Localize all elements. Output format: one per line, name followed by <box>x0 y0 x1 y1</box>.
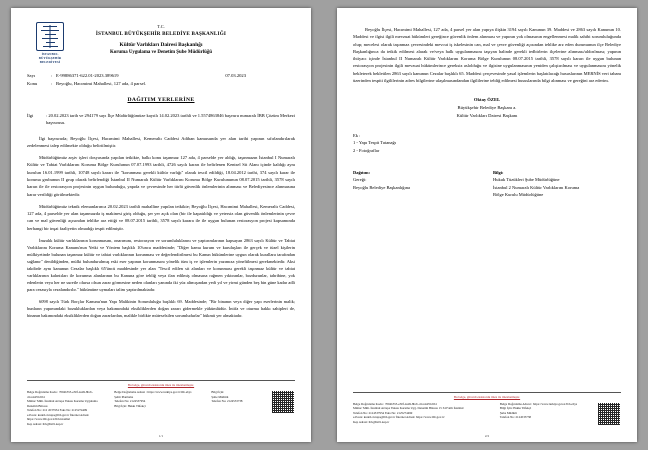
distribution-left-title: Dağıtım: <box>353 169 370 175</box>
paragraph-4: İmzalık kültür varlıklarının korunmasını, onarımını, restorasyon ve sorumluluklarını ve yaptırımlarının kapsayan 2863 sayılı Kültür ve Tabiat Varlıklarını Koruma Kanunu'nun Yetki ve Yöntem başlıklı 10'uncu maddesinde; "Diğer kamu kurum ve kuruluşları ile gerçek ve tüzel kişilerin mülkiyetinde bulunan taşınmaz kültür ve tabiat varlıklarının korunması ve değerlendirilmesi bu Kanun hükümlerine uygun olarak kurallara tarafından sağlanır" denildiğinden, mülki bulundurulmuş eski eser yapının korunmasını yönelik tüm iş ve işlemlerin yazımıza yöneltilmesi gerekmektedir. Aksi takdirde aynı kanunun Cezalar başlıklı 65'üncü maddesinde yer alan "Tescil edilen sit alanları ve korunması gerekli taşınmaz kültür ve tabiat varlıklarının kalıntıları ile korunma alanlarının bu Kanuna göre tebliğ veya ilan edilmiş olmasına rağmen yıktıranlar, bozdurunlar, tahribine, yok edenlerin veya her ne suretle olursa olsun zarar görmesine neden olanları yanında iki yüz altmışından yedi yıl ve yirmi günden beş bin güne kadar adli para cezasıyla cezalandırılır." hükümüne uymaları talim yaptırılmaktadır. <box>27 237 295 293</box>
page2-paragraph-1: Beyoğlu İlçesi, Hacımimi Mahallesi, 127 ada, 4 parsel yer alan yapıya ilişkin 3194 sayılı Kanunun 39. Maddesi ve 2863 sayılı Kanunun 10. Maddesi ve ilgisi ilgili mevzuat hükümleri gereğince güvenlik önlem alınması ve yapının yok olmasının engellenmesi malik sahibi sorumluluğunda olup; mecelesi olarak taşınmaz çevresindeki mevcut iş iskelesinin can, mal ve çevre güvenliği açısından tehlike arz eden durumunun ilçe Belediye Başkanlığınca da tetkik edilmesi alarak ve/veya halk uygulanmasını taşıyan halinde gerekli tedbirlerin ilçelerine alınması/aldırılması; yapının ihtiyacı içinde İstanbul II Numaralı Kültür Varlıklarını Koruma Bölge Kurulunun 08.07.2015 tarihli, 3578 sayılı kararı ile uygun bulunan restorasyon projesinin ilgili mevzuat hükümlerince gereksiz aslolduğu ve ilgisine uygulanmasının yeniden çalıştırılması ve uygulanmasını yönelik bekleterek bekletilen 2863 sayılı kanunun Cezalar başlıklı 65. Maddesi çerçevesinde yasal işlemlerin başlatılacağı hususlarının MERNİS veri tabanı üzerinden tespiti ilgililerinin adres bilgilerine ulaşılmasındandan ilgililerine tebliğ edilmesi hususlarında bilgi alınması ve gereğini arz ederim. <box>353 27 621 83</box>
footer-c2-l3: Telefon No: 2124537954 <box>114 399 146 404</box>
meta-konu-value: Beyoğlu, Hacımimi Mahallesi, 127 ada, 4 parsel. <box>56 80 147 86</box>
meta-date: 07.03.2023 <box>225 73 246 78</box>
paragraph-3: Müdürlüğümüz teknik elemanlarınca 20.02.2023 tarihli mahalline yapılan tetkikte; Beyoğlu İlçesi, Hacımimi Mahallesi, Kemeraltı Caddesi, 127 ada, 4 parselde yer alan taşınmazda iş makinesi giriş olduğu, şer yer açık olan (bir ile kapatıldığı ve yetersiz olan güvenlik önlemlerinin çevre can ve mal güvenliği açısından tehlike arz ettiği ve 08.07.2015 tarihli, 3578 sayılı karara ile ile uygun bulunan restorasyon projesi kapsamında herhangi bir inşai faaliyetin olmadığı tespit edilmiştir. <box>27 203 295 231</box>
footer2-c1-l4: e-Posta: kudeb.avrupa@ibb.gov.tr İnternet Adresi: https://www.ibb.gov.tr/ <box>353 415 445 420</box>
document-page-1 <box>11 8 311 442</box>
footer2-c2-l2: Bilgi İçin: Hakkı Tüfekçi <box>499 406 532 411</box>
footer2-c2-l3: Şube Müdürü <box>499 410 517 415</box>
signer-name: Oktay ÖZEL <box>473 97 501 103</box>
footer-col-1 <box>27 390 108 426</box>
ilgi-label: İlgi <box>27 113 34 119</box>
ibb-emblem-icon <box>36 22 64 51</box>
distribution-left-sub: Gereği: <box>353 177 367 183</box>
footer-c2-l4: Bilgi İçin: Hakkı Tüfekçi <box>114 403 146 408</box>
signer-title-2: Kültür Varlıkları Dairesi Başkanı <box>456 112 518 118</box>
ilgi-block <box>27 112 295 126</box>
document-title: DAĞITIM YERLERİNE <box>127 97 195 104</box>
distribution-right <box>493 169 621 200</box>
qr-code-icon <box>271 390 295 414</box>
paragraph-2: Müdürlüğümüz arşiv işleri dosyasında yapılan tetkikte, balkı konu taşınmaz 127 ada, 4 parselde yer aldığı, taşınmazın İstanbul I Numaralı Kültür ve Tabiat Varlıklarını Koruma Bölge Kurulunun 07.07.1993 tarihli, 4726 sayılı kararı ile belirlenen Kentsel Sit Alanı içinde kaldığı aynı kurulun 16.01.1999 tarihli, 10748 sayılı kararı ile "korunması gerekli kültür varlığı" olarak tescil edildiği, 18.04.2012 tarihi, 374 sayılı karar ile koruma grubunun II grup olarak belirlendiği İstanbul II Numaralı Kültür Varlıklarını Koruma Bölge Kurulununun 08.07.2015 tarihli, 3578 sayılı kararı ile ile restorasyon projesinin uygun bulunduğu, yapıda ve çevresinde her türlü güvenlik önlemlerinin alınması ve Belediyesince alınmasına karar verildiği görülmektedir. <box>27 155 295 197</box>
meta-sayi-colon: : <box>51 73 53 78</box>
logo-line-2: BÜYÜKŞEHİR <box>38 56 62 60</box>
attachments-label: Ek : <box>353 132 361 138</box>
letterhead-line-1: İSTANBUL BÜYÜKŞEHİR BELEDİYE BAŞKANLIĞI <box>95 30 227 37</box>
footer2-esignature-note: Bu belge, güvenli elektronik imza ile imzalanmıştır. <box>453 395 521 400</box>
page-1-footer <box>27 380 295 426</box>
letterhead-line-2: Kültür Varlıkları Dairesi Başkanlığı <box>119 41 203 48</box>
distribution-left-item-1: Beyoğlu Belediye Başkanlığına <box>353 184 410 190</box>
distribution-right-item-2: İstanbul 2 Numaralı Kültür Varlıklarını Koruma <box>493 184 580 190</box>
distribution-left <box>353 169 481 200</box>
logo-line-3: BELEDİYESİ <box>39 60 61 64</box>
document-page-2 <box>337 8 637 442</box>
footer-c1-l2: Mimar/ Müh. İstanbul Avrupa Yakası Koruma Uygulama Denetim Bürosu <box>27 399 98 408</box>
attachment-item-2: 2 - Fotoğraflar <box>353 147 380 153</box>
footer2-c1-l2: Mimar/ Müh. İstanbul Avrupa Yakası Koruma Uyg. Denetim Bürosu 15 34 Fatih İstanbul <box>353 406 464 411</box>
footer2-c1-l1: Belge Doğrulama Kodu : 7094b555-e30f-4a49-8bcb-d1ce4435c6b1 <box>353 402 438 406</box>
paragraph-1: İlgi başvuruda; Beyoğlu İlçesi, Hacımimi Mahallesi, Kemeraltı Caddesi Adiban kamusunda yer alan tarihi yapının sıfırlandırılarak zedelenmesi talep edilmekte olduğu belirtilmiştir. <box>27 135 295 148</box>
footer2-c1-l5: Kep Adresi: ibb@hs01.kep.tr <box>353 419 390 424</box>
meta-konu-colon: : <box>51 80 53 86</box>
document-meta <box>27 72 295 87</box>
signature-block <box>353 96 621 119</box>
footer2-c1-l3: Telefon No: 2124537954 Faks No: 2125274499 <box>353 410 413 415</box>
footer-col-3 <box>211 390 265 426</box>
ilgi-text: : 20.02.2023 tarih ve 294179 sayı İlçe Müdürlüğümüze kayıtlı 14.02.2023 tarihli ve 1.5574863846 başvuru numaralı İBB Çözüm Merkezi başvurusu. <box>46 113 295 126</box>
footer-c3-l3: Telefon No: 2124533738 <box>211 399 243 404</box>
footer-c2-l2: Şehir Planlama <box>114 394 134 399</box>
page-1-number: 1/1 <box>158 434 164 438</box>
letterhead-tc: T.C. <box>157 24 165 29</box>
footer-c1-l1: Belge Doğrulama Kodu : 7094b555-e30f-4a49-8bcb-d1ce4435c6b1 <box>27 390 93 399</box>
distribution-right-item-3: Bölge Kurulu Müdürlüğüne <box>493 192 544 198</box>
meta-konu-key: Konu <box>27 80 38 86</box>
footer-c2-l1: Belge Doğrulama Adresi : https://www.turkiye.gov.tr/ibb-ebys <box>114 390 192 395</box>
meta-sayi-value: E-99886371-622.01-2023.389619 <box>56 73 119 78</box>
meta-sayi-key: Sayı <box>27 73 36 78</box>
paragraph-5: 6098 sayılı Türk Borçlar Kanunu'nun Yapı Malikinin Sorumluluğu başlıklı 69. Maddesinde; "Bir binanın veya diğer yapı eserlerinin malik; bunların yapımındaki bozukluklardan veya bakımındaki eksikliklerden doğan zararı gidermekle yükümlüdür. İntifa ve oturma hakkı sahipleri de, binanın bakımındaki eksikliklerden doğan zararlardan, malikle birlikte müteselsilen sorumludurlar" hükmü yer almaktadır. <box>27 299 295 319</box>
attachments-block <box>353 132 621 155</box>
distribution-block <box>353 169 621 200</box>
meta-sayi-row <box>27 72 220 80</box>
footer-c3-l2: Şube Müdürü <box>211 394 229 399</box>
ibb-logo <box>27 22 73 64</box>
distribution-right-item-1: Hukuk Tüzükleri Şube Müdürlüğüne <box>493 177 560 183</box>
page-2-footer <box>353 392 621 426</box>
page-2-number: 2/2 <box>484 434 490 438</box>
logo-line-1: İSTANBUL <box>41 52 59 56</box>
letterhead-line-3: Koruma Uygulama ve Denetim Şube Müdürlüğü <box>109 50 213 56</box>
footer2-col-2 <box>500 402 591 426</box>
footer-c3-l1: Bilgi İçin: <box>211 390 225 395</box>
distribution-right-title: Bilgi: <box>493 169 504 175</box>
footer-c1-l5: Kep Adresi: ibb@hs01.kep.tr <box>27 421 64 426</box>
signer-title-1: Büyükşehir Belediye Başkanı a. <box>457 105 517 111</box>
footer-col-2 <box>114 390 205 426</box>
footer-esignature-note: Bu belge, güvenli elektronik imza ile imzalanmıştır. <box>127 383 195 388</box>
footer-c1-l4: e-Posta: kudeb.avrupa@ibb.gov.tr İnternet Adresi: https://www.ibb.gov.tr/ibb.istanbul <box>27 412 90 422</box>
footer2-col-1 <box>353 402 494 426</box>
qr-code-icon-page2 <box>597 402 621 426</box>
attachment-item-1: 1 - Yapı Tespit Tutanağı <box>353 140 396 146</box>
letterhead <box>27 22 295 64</box>
letterhead-text <box>81 22 241 57</box>
footer2-c2-l4: Telefon No: 2124533738 <box>499 415 531 420</box>
footer-c1-l3: Telefon No: 212 4537954 Faks No: 2125274499 <box>27 408 88 413</box>
footer2-c2-l1: Belge Doğrulama Adresi : https://www.turkiye.gov.tr/ibb-ebys <box>499 402 578 406</box>
meta-konu-row <box>27 80 220 88</box>
